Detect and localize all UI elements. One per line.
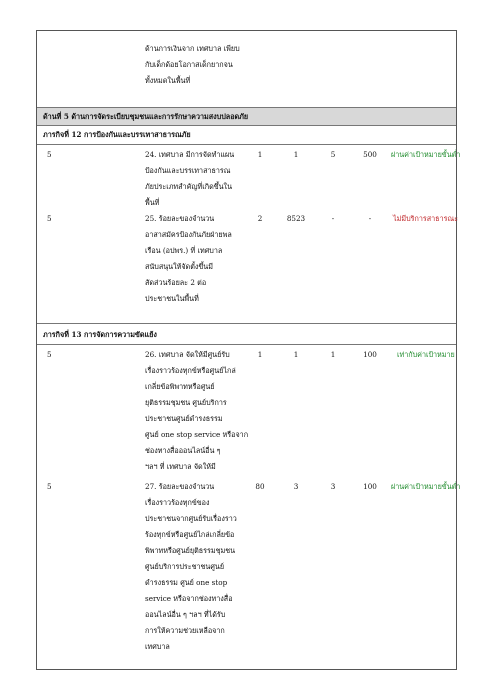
value-cell: 1 bbox=[330, 350, 336, 359]
indicator-line: 24. เทศบาล มีการจัดทำแผน bbox=[145, 150, 235, 159]
indicator-line: ร้องทุกข์หรือศูนย์ไกล่เกลี่ยข้อ bbox=[145, 530, 235, 539]
value-cell: 500 bbox=[363, 150, 377, 159]
value-cell: 5 bbox=[330, 150, 336, 159]
indicator-line: เรื่องราวร้องทุกข์หรือศูนย์ไกล่ bbox=[145, 366, 236, 375]
indicator-line: เรื่องราวร้องทุกข์ของ bbox=[145, 498, 210, 507]
row-level: 5 bbox=[47, 150, 52, 159]
indicator-line: เกลี่ยข้อพิพาทหรือศูนย์ bbox=[145, 382, 215, 391]
divider bbox=[37, 344, 456, 345]
result-status: เท่ากับค่าเป้าหมาย bbox=[397, 350, 455, 359]
indicator-line: 25. ร้อยละของจำนวน bbox=[145, 214, 215, 223]
value-cell: 1 bbox=[293, 150, 299, 159]
indicator-line: พื้นที่ bbox=[145, 198, 160, 207]
indicator-line: ประชาชนในพื้นที่ bbox=[145, 294, 199, 303]
value-cell: 8523 bbox=[286, 214, 306, 223]
divider bbox=[37, 323, 456, 324]
indicator-line: พิพาทหรือศูนย์ยุติธรรมชุมชน bbox=[145, 546, 235, 555]
indicator-line: สนับสนุนให้จัดตั้งขึ้นมี bbox=[145, 262, 213, 271]
indicator-line: อาสาสมัครป้องกันภัยฝ่ายพล bbox=[145, 230, 232, 239]
indicator-line: เทศบาล bbox=[145, 642, 170, 651]
continuation-line: กับเด็กด้อยโอกาสเด็กยากจน bbox=[145, 60, 233, 69]
indicator-line: 27. ร้อยละของจำนวน bbox=[145, 482, 215, 491]
result-status: ผ่านค่าเป้าหมายขั้นต่ำ bbox=[391, 482, 461, 491]
indicator-line: สัดส่วนร้อยละ 2 ต่อ bbox=[145, 278, 207, 287]
indicator-line: ช่องทางสื่อออนไลน์อื่น ๆ bbox=[145, 446, 221, 455]
value-cell: 100 bbox=[363, 350, 377, 359]
indicator-line: ป้องกันและบรรเทาสาธารณ bbox=[145, 166, 231, 175]
value-cell: 80 bbox=[255, 482, 265, 491]
row-level: 5 bbox=[47, 482, 52, 491]
divider bbox=[37, 125, 456, 126]
result-status: ผ่านค่าเป้าหมายขั้นต่ำ bbox=[391, 150, 461, 159]
indicator-line: service หรือจากช่องทางสื่อ bbox=[145, 594, 233, 603]
value-cell: 2 bbox=[257, 214, 263, 223]
indicator-line: ประชาชนศูนย์ดำรงธรรม bbox=[145, 414, 223, 423]
value-cell: 1 bbox=[257, 350, 263, 359]
indicator-line: 26. เทศบาล จัดให้มีศูนย์รับ bbox=[145, 350, 230, 359]
value-cell: 100 bbox=[363, 482, 377, 491]
row-level: 5 bbox=[47, 350, 52, 359]
indicator-line: ศูนย์บริการประชาชนศูนย์ bbox=[145, 562, 225, 571]
value-cell: 1 bbox=[257, 150, 263, 159]
indicator-line: ดำรงธรรม ศูนย์ one stop bbox=[145, 578, 228, 587]
value-cell: 3 bbox=[293, 482, 299, 491]
mission-13-heading: ภารกิจที่ 13 การจัดการความขัดแย้ง bbox=[43, 330, 157, 339]
report-table-page bbox=[36, 30, 461, 670]
indicator-line: ประชาชนจากศูนย์รับเรื่องราว bbox=[145, 514, 237, 523]
value-cell: 1 bbox=[293, 350, 299, 359]
indicator-line: เรือน (อปพร.) ที่ เทศบาล bbox=[145, 246, 223, 255]
section-header: ด้านที่ 5 ด้านการจัดระเบียบชุมชนและการรักษาความสงบปลอดภัย bbox=[43, 112, 249, 121]
indicator-line: การให้ความช่วยเหลือจาก bbox=[145, 626, 225, 635]
divider bbox=[37, 144, 456, 145]
indicator-line: ภัยประเภทสำคัญที่เกิดขึ้นใน bbox=[145, 182, 232, 191]
value-cell: - bbox=[331, 214, 335, 223]
value-cell: 3 bbox=[330, 482, 336, 491]
continuation-line: ด้านการเงินจาก เทศบาล เพียบ bbox=[145, 44, 240, 53]
value-cell: - bbox=[368, 214, 372, 223]
indicator-line: ศูนย์ one stop service หรือจาก bbox=[145, 430, 249, 439]
indicator-line: ยุติธรรมชุมชน ศูนย์บริการ bbox=[145, 398, 227, 407]
mission-12-heading: ภารกิจที่ 12 การป้องกันและบรรเทาสาธารณภัย bbox=[43, 130, 191, 139]
indicator-line: ออนไลน์อื่น ๆ ฯลฯ ที่ได้รับ bbox=[145, 610, 226, 619]
result-status: ไม่มีบริการสาธารณะ bbox=[393, 214, 458, 223]
row-level: 5 bbox=[47, 214, 52, 223]
continuation-line: ทั้งหมดในพื้นที่ bbox=[145, 76, 191, 85]
indicator-line: ฯลฯ ที่ เทศบาล จัดให้มี bbox=[145, 462, 216, 471]
